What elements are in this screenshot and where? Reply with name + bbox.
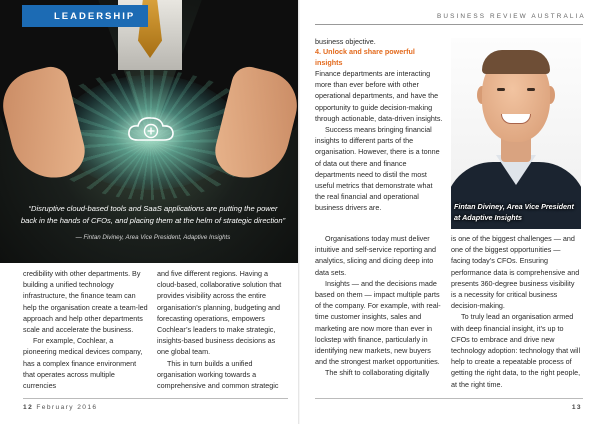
paragraph: is one of the biggest challenges — and one of the biggest opportunities — facing today’s CFOs. Ensuring performance data is comprehensive and presents 360-degree business visibility is a necessity for critical business decision-making. xyxy=(451,234,580,311)
issue-date: February 2016 xyxy=(36,404,98,411)
pull-quote: “Disruptive cloud-based tools and SaaS applications are putting the power back in the hands of CFOs, and placing them at the helm of strategic direction” xyxy=(20,204,286,225)
photo-eye xyxy=(527,88,535,91)
right-column-2 xyxy=(451,233,581,390)
running-head: BUSINESS REVIEW AUSTRALIA xyxy=(437,13,586,20)
paragraph: Success means bringing financial insights to different parts of the organisation. However, there is a tonne of data out there and finance departments need to distil the most useful metrics that demonstrate what the real financial and operational business drivers are. xyxy=(315,125,440,213)
footer-rule xyxy=(23,398,288,399)
portrait-photo xyxy=(451,38,581,229)
footer-rule xyxy=(315,398,583,399)
right-column-1 xyxy=(315,36,444,214)
paragraph: This in turn builds a unified organisation working towards a comprehensive and common strategic xyxy=(157,358,279,391)
paragraph: credibility with other departments. By building a unified technology infrastructure, the finance team can help the organisation create a team-led approach and help other departments scale and accelerate the business. xyxy=(23,269,148,335)
paragraph: To truly lead an organisation armed with deep financial insight, it’s up to CFOs to embrace and drive new technology adoption: technology that will help to create a repeatable process of getting the right data, to the right people, at the right time. xyxy=(451,312,581,389)
pull-quote-attribution: — Fintan Diviney, Area Vice President, Adaptive Insights xyxy=(75,234,231,241)
left-folio xyxy=(23,404,97,411)
section-heading: 4. Unlock and share powerful insights xyxy=(315,47,415,67)
section-tag: LEADERSHIP xyxy=(22,5,148,27)
cloud-plus-icon xyxy=(126,114,176,144)
left-column-1 xyxy=(23,268,148,391)
paragraph: The shift to collaborating digitally xyxy=(325,368,430,378)
right-column-1-lower xyxy=(315,233,444,379)
paragraph: Organisations today must deliver intuitive and self-service reporting and analytics, slicing and dicing deep into data sets. xyxy=(315,234,437,277)
left-column-2 xyxy=(157,268,288,391)
header-rule xyxy=(315,24,583,25)
paragraph: and five different regions. Having a cloud-based, collaborative solution that provides visibility across the entire organisation’s planning, budgeting and forecasting operations, empowers Cochlear’s leaders to make strategic, insights-based business decisions as one global team. xyxy=(157,269,282,357)
hero-image xyxy=(0,0,300,263)
paragraph: business objective. xyxy=(315,37,376,46)
paragraph: Finance departments are interacting more than ever before with other operational departments, and have the opportunity to guide decision-making through actionable, data-driven insights. xyxy=(315,69,443,123)
photo-hair xyxy=(482,50,550,74)
photo-caption: Fintan Diviney, Area Vice President at Adaptive Insights xyxy=(454,202,574,222)
page-number: 12 xyxy=(23,404,34,411)
paragraph: For example, Cochlear, a pioneering medical devices company, has a complex finance environment that operates across multiple currencies xyxy=(23,336,143,391)
photo-eye xyxy=(497,88,505,91)
right-page-number: 13 xyxy=(571,404,582,411)
paragraph: Insights — and the decisions made based on them — impact multiple parts of the company. For example, with real-time customer insights, sales and marketing are now more than ever in lockstep with finance, particularly in identifying new markets, new buyers and the strongest market opportunities. xyxy=(315,278,441,367)
